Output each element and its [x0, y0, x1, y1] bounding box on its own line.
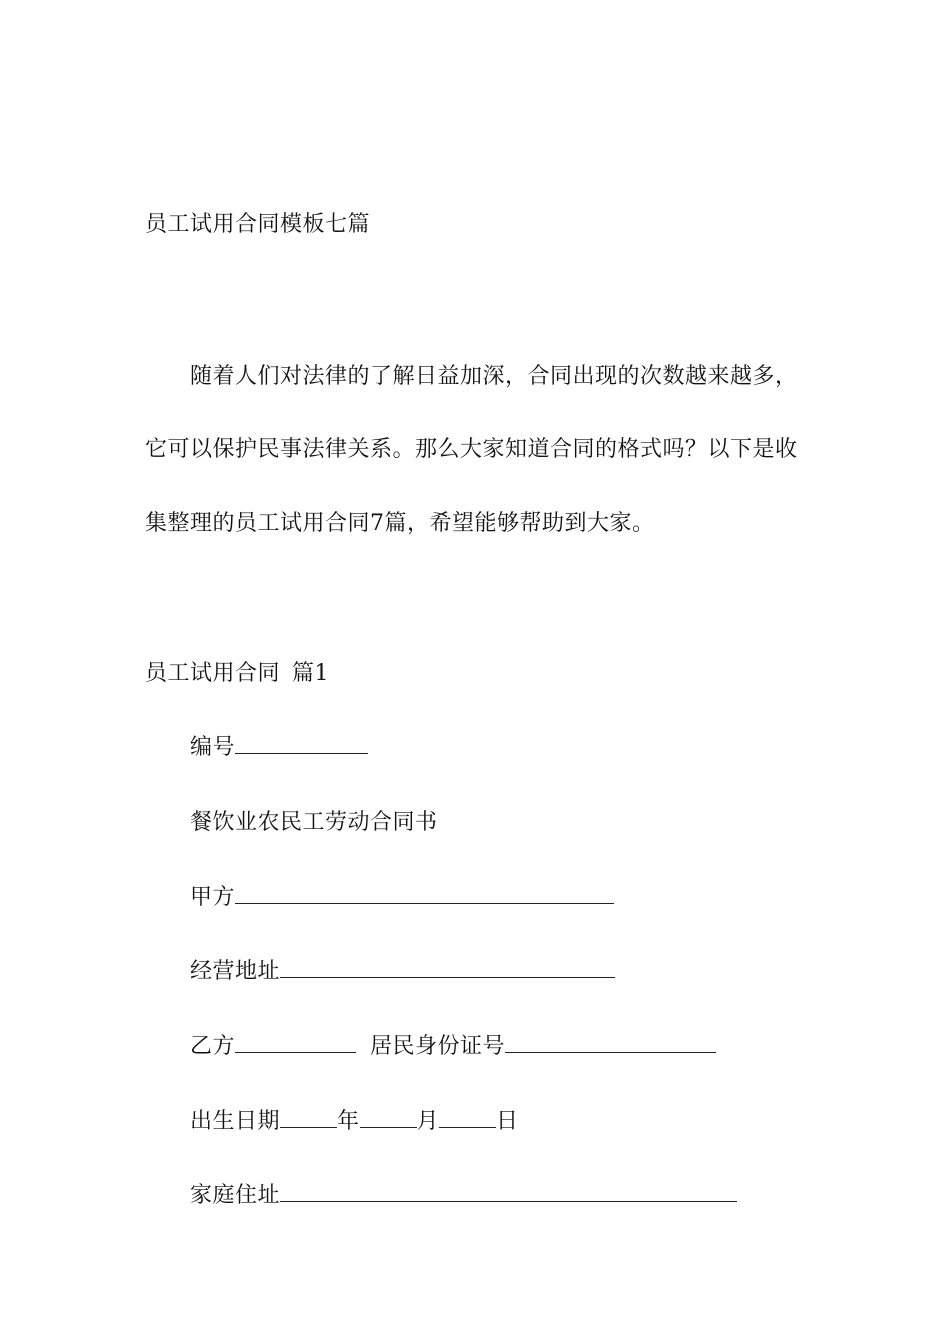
birth-date-row: [190, 1107, 519, 1137]
intro-line-2: 它可以保护民事法律关系。那么大家知道合同的格式吗？以下是收: [145, 437, 798, 462]
party-a-blank: [235, 885, 614, 904]
document-title: 员工试用合同模板七篇: [145, 212, 371, 237]
intro-line-1: 随着人们对法律的了解日益加深，合同出现的次数越来越多，: [190, 364, 798, 389]
id-number-blank: [505, 1034, 716, 1053]
home-address-row: [190, 1181, 737, 1211]
party-a-row: [190, 883, 614, 913]
year-label: 年: [337, 1109, 360, 1134]
business-address-label: 经营地址: [190, 959, 281, 984]
party-b-row: [190, 1032, 716, 1062]
contract-number-label: 编号: [190, 735, 236, 760]
contract-name: 餐饮业农民工劳动合同书: [190, 810, 438, 835]
section-heading-number: 篇1: [292, 661, 330, 686]
contract-number-row: [190, 733, 368, 763]
business-address-blank: [280, 959, 615, 978]
section-heading-title: 员工试用合同: [145, 661, 281, 686]
birth-day-blank: [439, 1109, 496, 1128]
party-a-label: 甲方: [190, 885, 236, 910]
month-label: 月: [416, 1109, 440, 1134]
intro-line-3: 集整理的员工试用合同7篇，希望能够帮助到大家。: [145, 511, 655, 536]
birth-month-blank: [360, 1109, 417, 1128]
home-address-blank: [280, 1183, 737, 1202]
business-address-row: [190, 957, 615, 987]
day-label: 日: [496, 1109, 519, 1134]
section-heading: [145, 659, 329, 689]
party-b-label: 乙方: [190, 1034, 236, 1059]
birth-date-label: 出生日期: [190, 1109, 281, 1134]
id-number-label: 居民身份证号: [370, 1034, 506, 1059]
party-b-blank: [235, 1034, 356, 1053]
birth-year-blank: [280, 1109, 337, 1128]
contract-number-blank: [235, 735, 368, 754]
home-address-label: 家庭住址: [190, 1183, 281, 1208]
